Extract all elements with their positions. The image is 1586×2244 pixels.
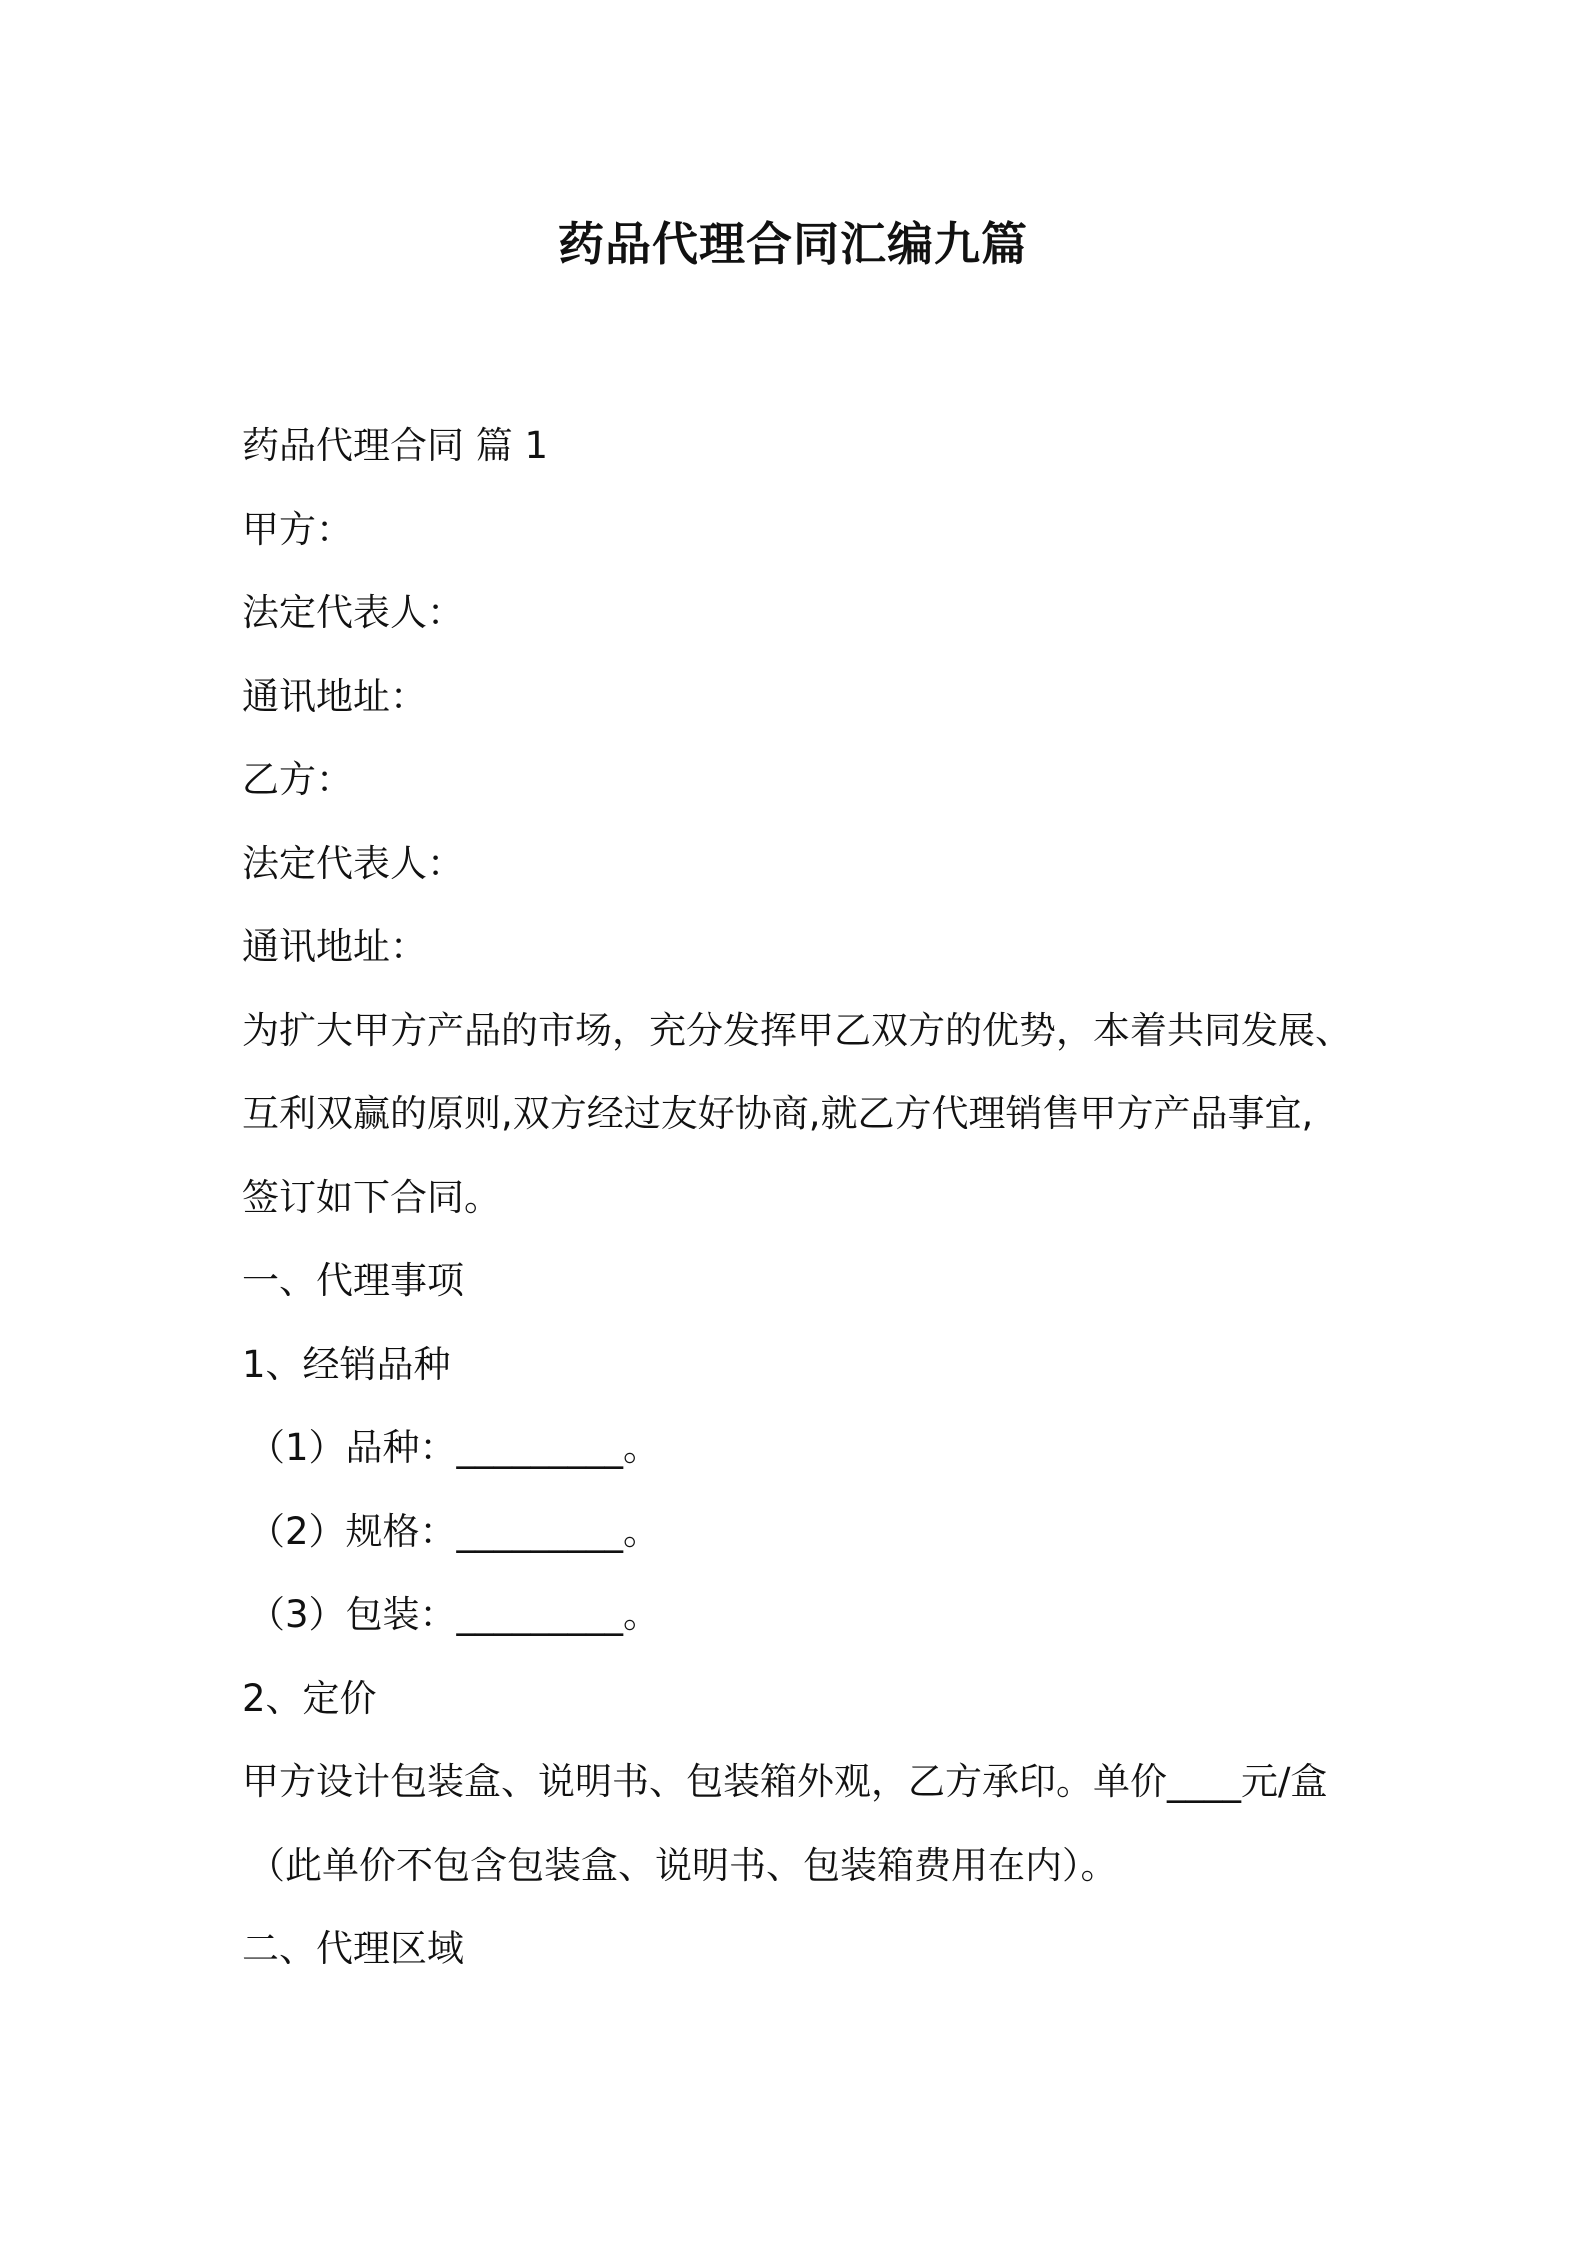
subclause-heading-2: 2、定价 xyxy=(242,1676,377,1720)
party-a-address-label: 通讯地址： xyxy=(242,674,427,718)
clause-heading-2: 二、代理区域 xyxy=(242,1927,464,1970)
item-packaging: （3）包装：_________。 xyxy=(248,1593,661,1636)
party-a-label: 甲方： xyxy=(242,507,353,551)
subclause-heading-1: 1、经销品种 xyxy=(242,1342,451,1386)
pricing-line-1: 甲方设计包装盒、说明书、包装箱外观，乙方承印。单价____元/盒 xyxy=(242,1760,1328,1803)
preamble-line-3: 签订如下合同。 xyxy=(242,1175,501,1219)
document-title: 药品代理合同汇编九篇 xyxy=(558,217,1028,271)
item-specification: （2）规格：_________。 xyxy=(248,1509,661,1553)
clause-heading-1: 一、代理事项 xyxy=(242,1259,464,1302)
preamble-line-2: 互利双赢的原则,双方经过友好协商,就乙方代理销售甲方产品事宜, xyxy=(242,1092,1314,1135)
item-variety: （1）品种：_________。 xyxy=(248,1426,661,1469)
section-heading: 药品代理合同 篇 1 xyxy=(242,424,549,467)
pricing-line-2: （此单价不包含包装盒、说明书、包装箱费用在内）。 xyxy=(248,1843,1118,1887)
party-b-address-label: 通讯地址： xyxy=(242,925,427,968)
party-b-representative-label: 法定代表人： xyxy=(242,841,464,885)
document-body xyxy=(242,404,1362,1991)
party-b-label: 乙方： xyxy=(242,758,353,801)
preamble-line-1: 为扩大甲方产品的市场，充分发挥甲乙双方的优势，本着共同发展、 xyxy=(242,1008,1352,1052)
party-a-representative-label: 法定代表人： xyxy=(242,591,464,634)
